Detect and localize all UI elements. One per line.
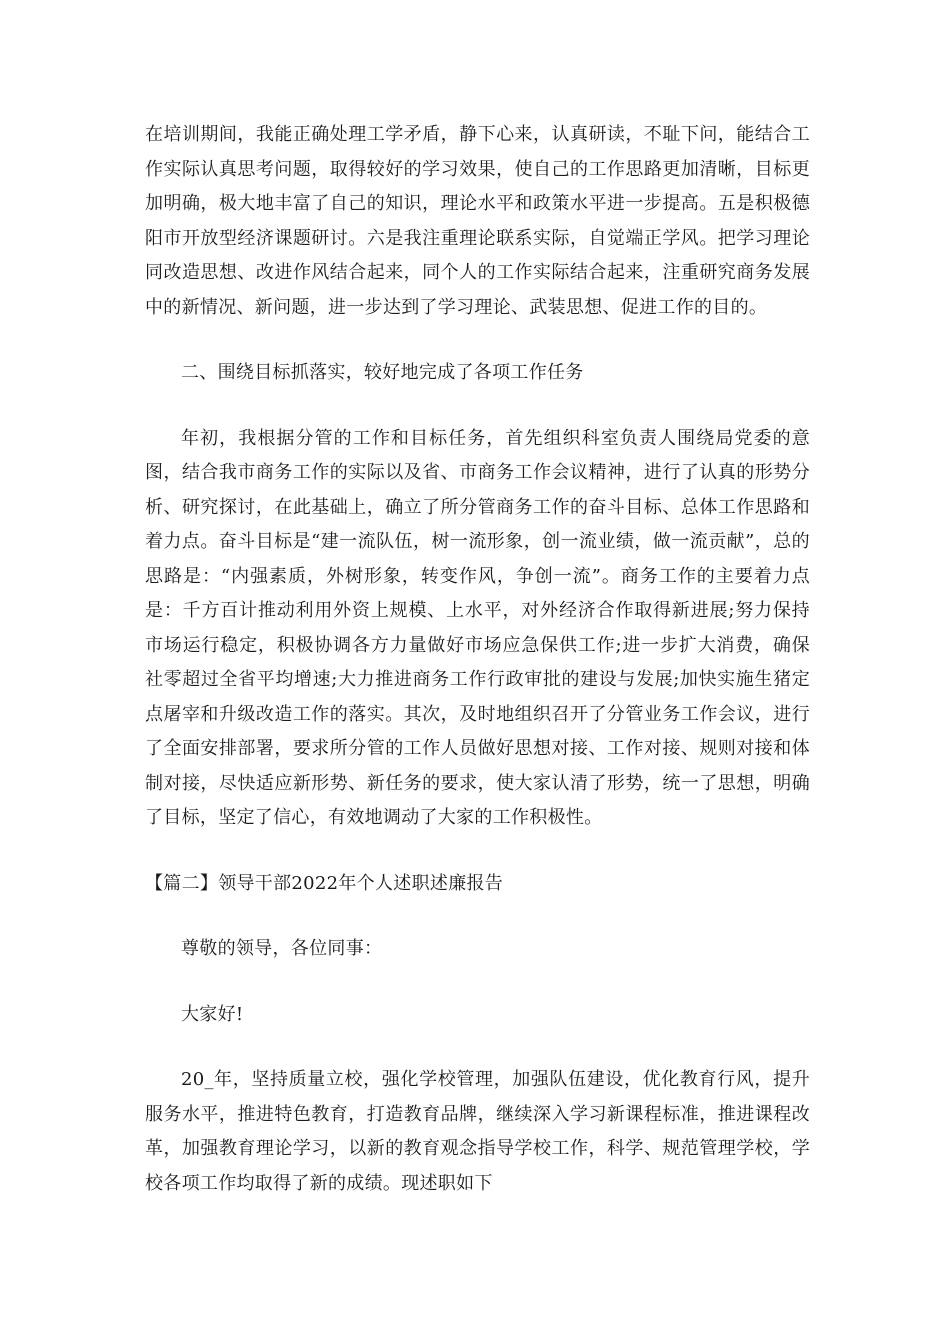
paragraph-school-report: 20_年，坚持质量立校，强化学校管理，加强队伍建设，优化教育行风，提升服务水平，推进特色教育，打造教育品牌，继续深入学习新课程标准，推进课程改革，加强教育理论学习，以新的教育观念指导学校工作，科学、规范管理学校，学校各项工作均取得了新的成绩。现述职如下 — [145, 1069, 810, 1194]
article-title-part-two: 【篇二】领导干部2022年个人述职述廉报告 — [145, 872, 504, 894]
salutation: 尊敬的领导，各位同事： — [181, 938, 383, 959]
document-body — [145, 118, 810, 1232]
paragraph-annual-goals: 年初，我根据分管的工作和目标任务，首先组织科室负责人围绕局党委的意图，结合我市商务工作的实际以及省、市商务工作会议精神，进行了认真的形势分析、研究探讨，在此基础上，确立了所分管商务工作的奋斗目标、总体工作思路和着力点。奋斗目标是“建一流队伍，树一流形象，创一流业绩，做一流贡献”，总的思路是：“内强素质，外树形象，转变作风，争创一流”。商务工作的主要着力点是：千方百计推动利用外资上规模、上水平，对外经济合作取得新进展;努力保持市场运行稳定，积极协调各方力量做好市场应急保供工作;进一步扩大消费，确保社零超过全省平均增速;大力推进商务工作行政审批的建设与发展;加快实施生猪定点屠宰和升级改造工作的落实。其次，及时地组织召开了分管业务工作会议，进行了全面安排部署，要求所分管的工作人员做好思想对接、工作对接、规则对接和体制对接，尽快适应新形势、新任务的要求，使大家认清了形势，统一了思想，明确了目标，坚定了信心，有效地调动了大家的工作积极性。 — [145, 427, 810, 828]
paragraph-training-study: 在培训期间，我能正确处理工学矛盾，静下心来，认真研读，不耻下问，能结合工作实际认真思考问题，取得较好的学习效果，使自己的工作思路更加清晰，目标更加明确，极大地丰富了自己的知识，理论水平和政策水平进一步提高。五是积极德阳市开放型经济课题研讨。六是我注重理论联系实际，自觉端正学风。把学习理论同改造思想、改进作风结合起来，同个人的工作实际结合起来，注重研究商务发展中的新情况、新问题，进一步达到了学习理论、武装思想、促进工作的目的。 — [145, 124, 810, 318]
section-heading-two: 二、围绕目标抓落实，较好地完成了各项工作任务 — [181, 362, 584, 383]
greeting: 大家好! — [181, 1003, 244, 1025]
